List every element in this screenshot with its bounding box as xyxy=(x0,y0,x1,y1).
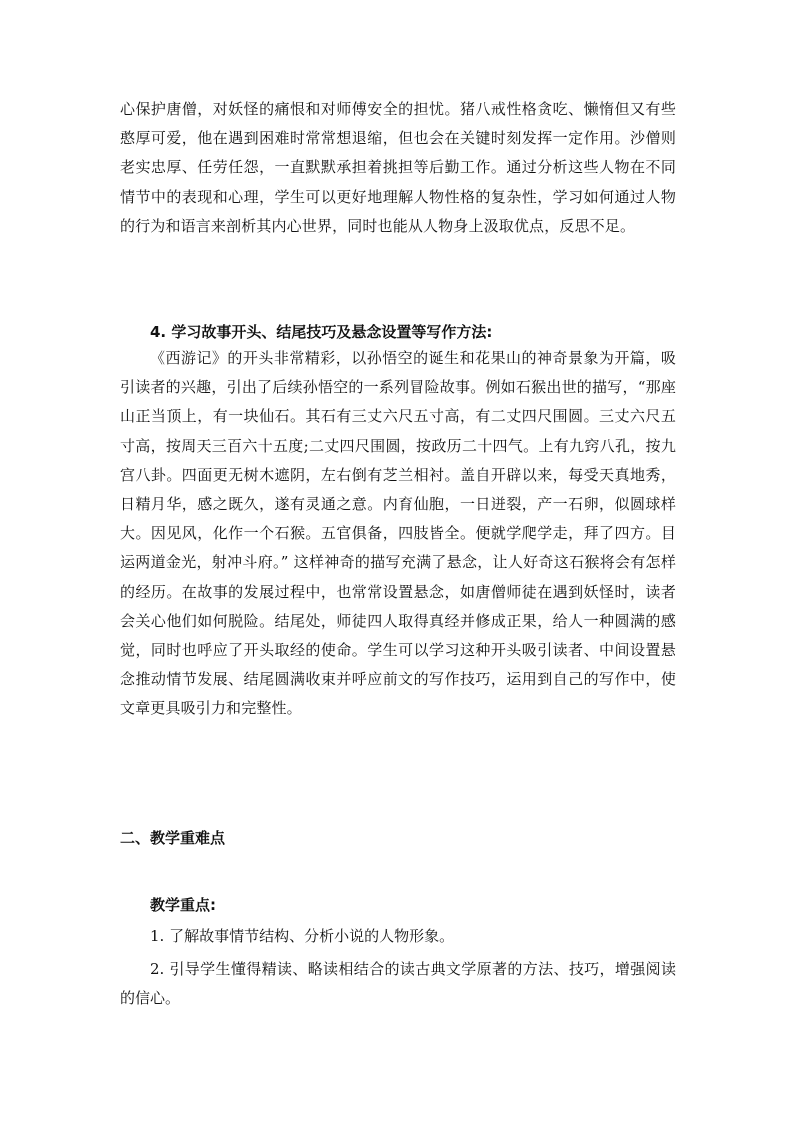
section-4-heading: 4. 学习故事开头、结尾技巧及悬念设置等写作方法: xyxy=(150,323,493,341)
list-item: 2. 引导学生懂得精读、略读相结合的读古典文学原著的方法、技巧，增强阅读的信心。 xyxy=(120,960,676,1008)
section-2-heading: 二、教学重难点 xyxy=(120,829,226,847)
teaching-focus-subheading: 教学重点: xyxy=(150,896,216,914)
list-item: 1. 了解故事情节结构、分析小说的人物形象。 xyxy=(150,927,455,945)
section-4-paragraph: 《西游记》的开头非常精彩，以孙悟空的诞生和花果山的神奇景象为开篇，吸引读者的兴趣，引出了后续孙悟空的一系列冒险故事。例如石猴出世的描写，“那座山正当顶上，有一块仙石。其石有三丈六尺五寸高，有二丈四尺围圆。三丈六尺五寸高，按周天三百六十五度;二丈四尺围圆，按政历二十四气。上有九窍八孔，按九宫八卦。四面更无树木遮阴，左右倒有芝兰相衬。盖自开辟以来，每受天真地秀，日精月华，感之既久，遂有灵通之意。内育仙胞，一日迸裂，产一石卵，似圆球样大。因见风，化作一个石猴。五官俱备，四肢皆全。便就学爬学走，拜了四方。目运两道金光，射冲斗府。” 这样神奇的描写充满了悬念，让人好奇这石猴将会有怎样的经历。在故事的发展过程中，也常常设置悬念，如唐僧师徒在遇到妖怪时，读者会关心他们如何脱险。结尾处，师徒四人取得真经并修成正果，给人一种圆满的感觉，同时也呼应了开头取经的使命。学生可以学习这种开头吸引读者、中间设置悬念推动情节发展、结尾圆满收束并呼应前文的写作技巧，运用到自己的写作中，使文章更具吸引力和完整性。 xyxy=(120,349,676,718)
intro-paragraph: 心保护唐僧，对妖怪的痛恨和对师傅安全的担忧。猪八戒性格贪吃、懒惰但又有些憨厚可爱，他在遇到困难时常常想退缩，但也会在关键时刻发挥一定作用。沙僧则老实忠厚、任劳任怨，一直默默承担着挑担等后勤工作。通过分析这些人物在不同情节中的表现和心理，学生可以更好地理解人物性格的复杂性，学习如何通过人物的行为和语言来剖析其内心世界，同时也能从人物身上汲取优点，反思不足。 xyxy=(120,100,676,235)
